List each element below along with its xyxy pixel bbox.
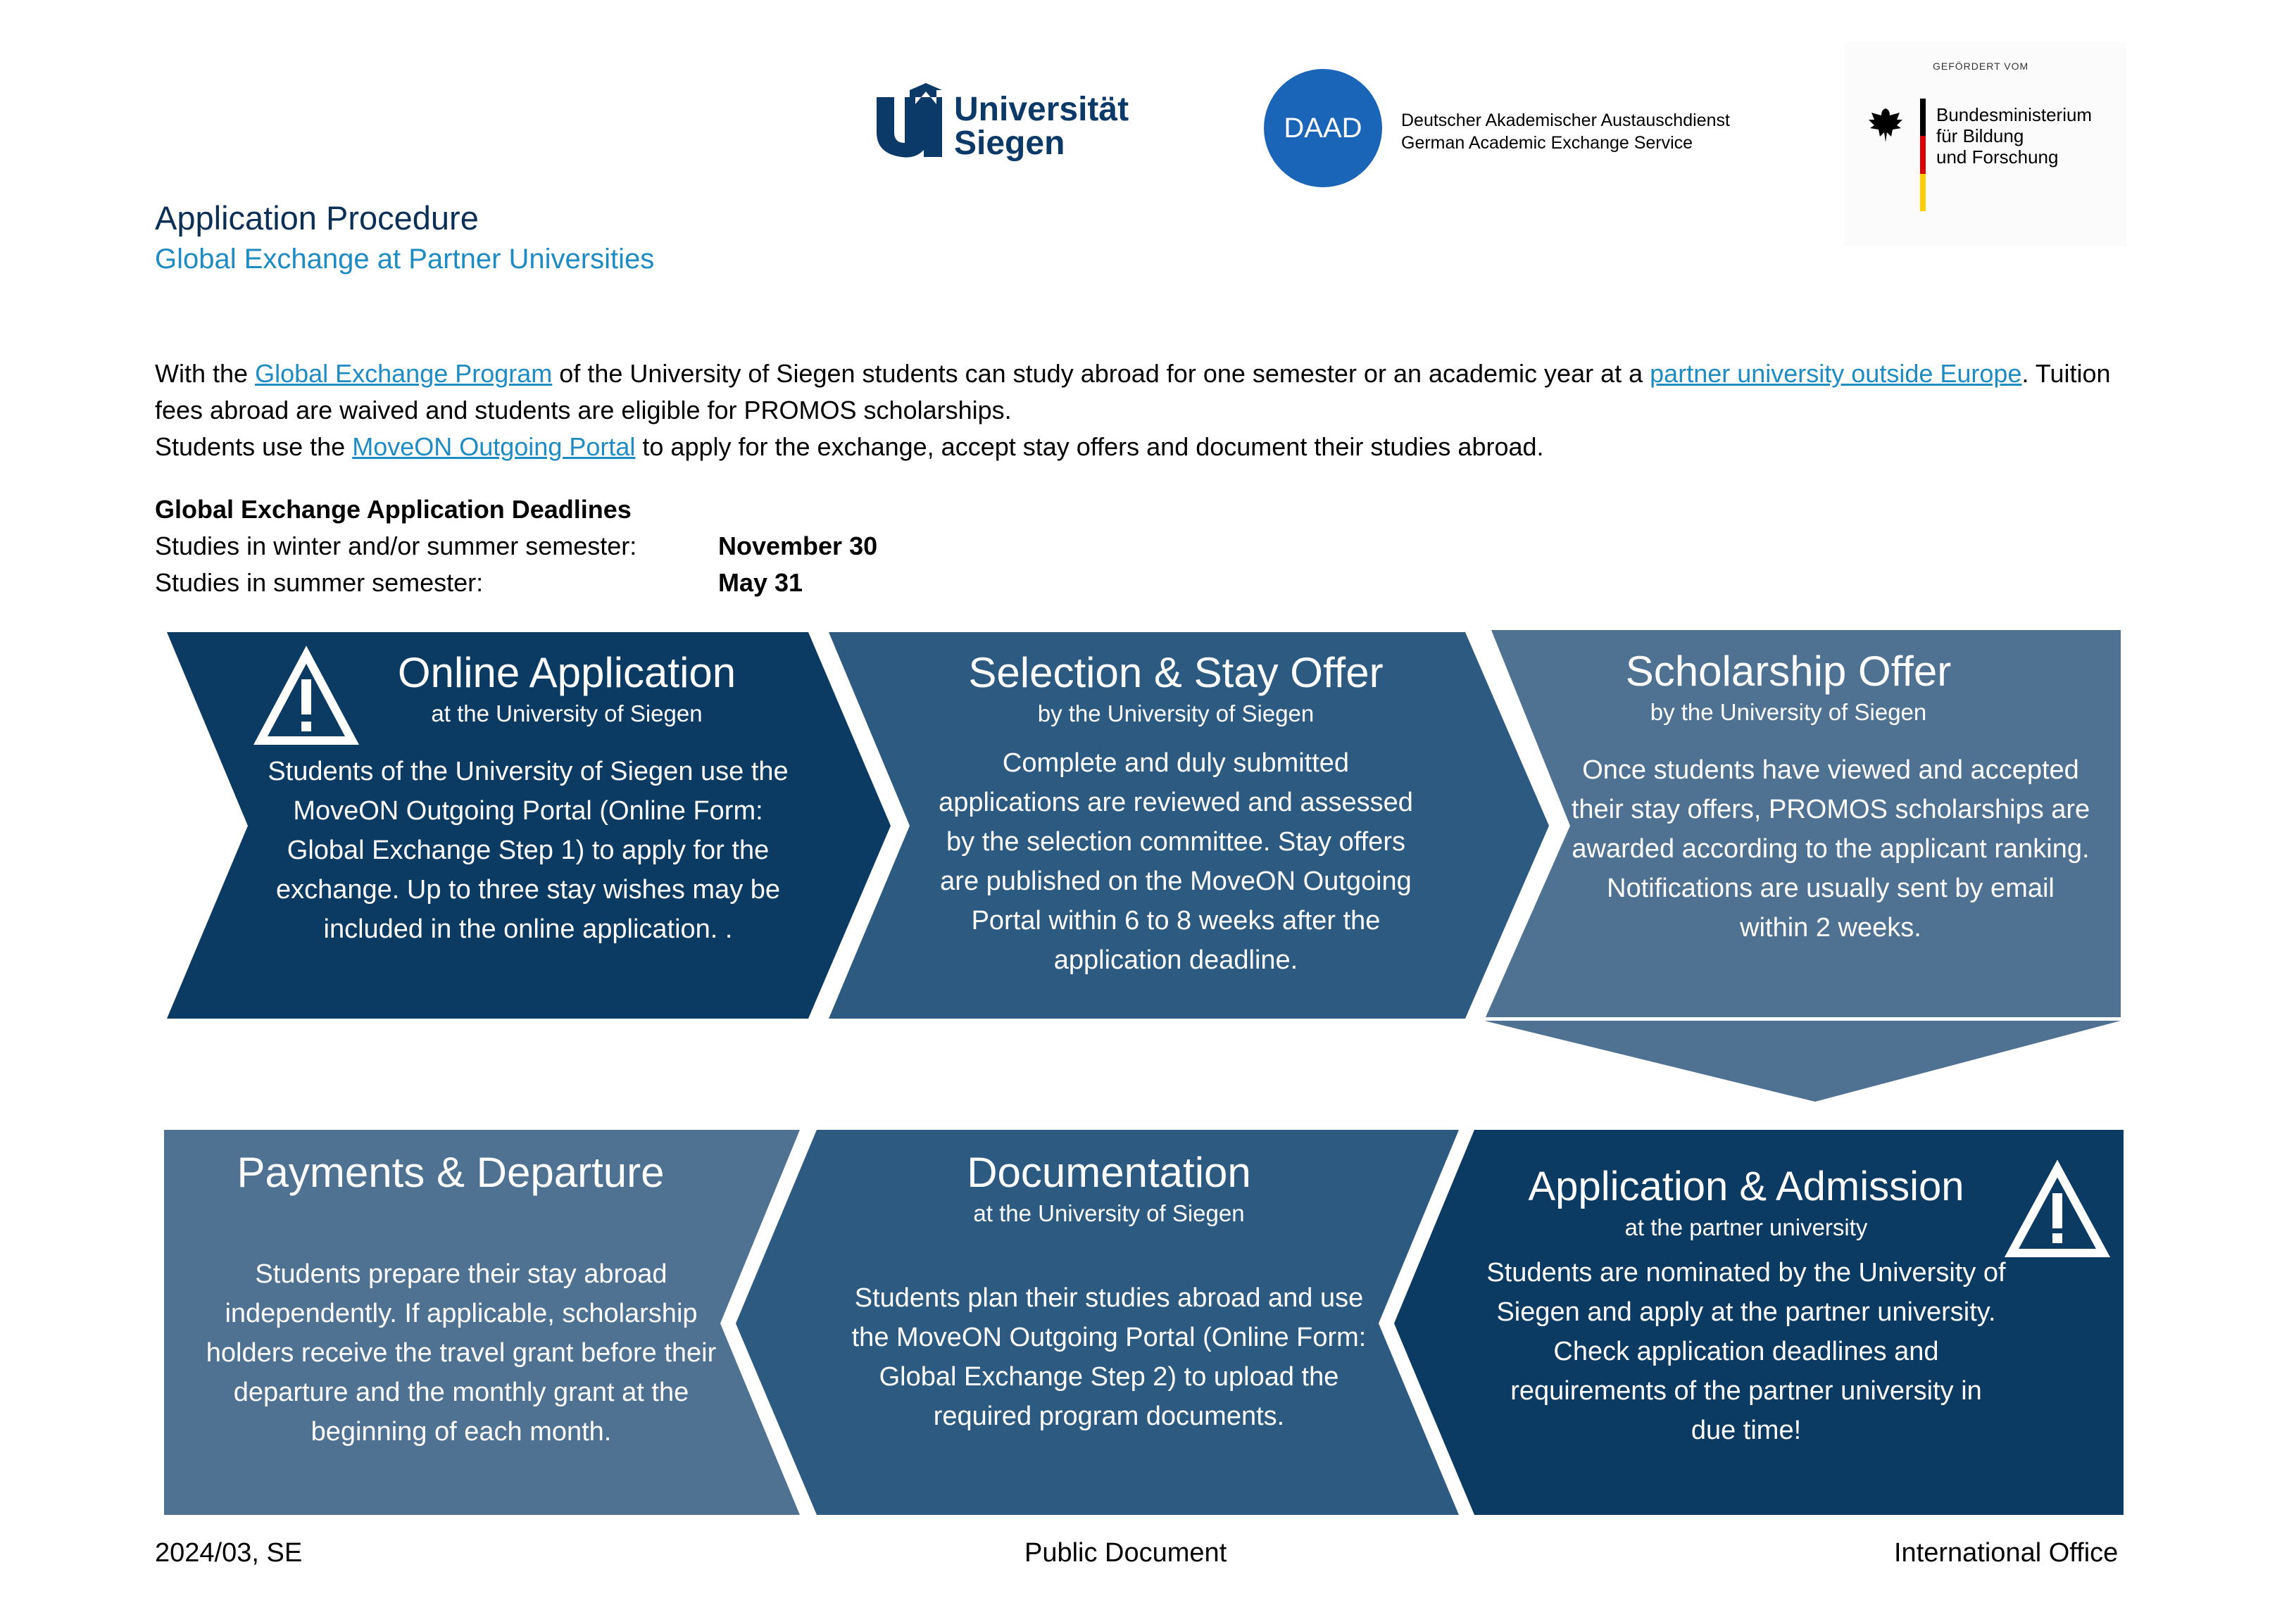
- deadlines-heading: Global Exchange Application Deadlines: [155, 495, 632, 524]
- step-title: Selection & Stay Offer: [968, 649, 1384, 696]
- step-6: Payments & Departure Students prepare their stay abroad independently. If applicable, scholarship holders receive the travel grant before their departure and the monthly grant at the beginning of each month.: [180, 1147, 743, 1452]
- daad-name-de: Deutscher Akademischer Austauschdienst: [1401, 111, 1730, 130]
- daad-name-en: German Academic Exchange Service: [1401, 133, 1693, 153]
- footer-date: 2024/03, SE: [155, 1538, 303, 1568]
- footer-office: International Office: [1894, 1538, 2119, 1568]
- footer-classification: Public Document: [1024, 1538, 1227, 1568]
- step-title: Online Application: [397, 649, 736, 696]
- step-subtitle: at the University of Siegen: [973, 1200, 1245, 1226]
- step-subtitle: at the University of Siegen: [431, 700, 703, 726]
- step-title: Documentation: [967, 1149, 1251, 1196]
- deadline-row: Studies in winter and/or summer semester: November 30: [155, 531, 878, 560]
- deadline-row: Studies in summer semester: May 31: [155, 568, 803, 597]
- step-title: Application & Admission: [1528, 1164, 1964, 1209]
- partner-university-link[interactable]: partner university outside Europe: [1650, 359, 2022, 388]
- bmbf-funded-by: GEFÖRDERT VOM: [1933, 61, 2029, 72]
- step-3: Scholarship Offer by the University of Siegen Once students have viewed and accepted their stay offers, PROMOS scholarships are awarded according to the applicant ranking. Notifications are usually sent by email within 2 weeks.: [1570, 646, 2091, 948]
- page-title: Application Procedure: [155, 199, 479, 237]
- step-title: Scholarship Offer: [1625, 648, 1952, 695]
- step-1-body: Students of the University of Siegen use the MoveON Outgoing Portal (Online Form: Global Exchange Step 1) to apply for the exchange. Up to three stay wishes may be included in the online application. .: [268, 757, 789, 944]
- university-name: Universität Siegen: [954, 91, 1129, 162]
- moveon-portal-link[interactable]: MoveON Outgoing Portal: [352, 432, 636, 461]
- step-1-header: [366, 648, 767, 729]
- intro-paragraph-1: With the Global Exchange Program of the University of Siegen students can study abroad for one semester or an academic year at a partner university outside Europe. Tuition fees abroad are waived and students are eligible for PROMOS scholarships.: [155, 359, 2111, 424]
- bmbf-name: Bundesministerium für Bildung und Forschung: [1936, 104, 2093, 168]
- intro-paragraph-2: Students use the MoveON Outgoing Portal to apply for the exchange, accept stay offers and document their studies abroad.: [155, 432, 1544, 461]
- daad-logo: DAAD: [1264, 69, 1382, 187]
- step-subtitle: at the partner university: [1624, 1214, 1868, 1240]
- step-3-down-arrow: [1484, 1021, 2121, 1102]
- step-subtitle: by the University of Siegen: [1650, 699, 1927, 725]
- step-4: Application & Admission at the partner university Students are nominated by the University of Siegen and apply at the partner university. Check application deadlines and requirements of the partner university in due time!: [1486, 1162, 2007, 1450]
- step-5: Documentation at the University of Siegen Students plan their studies abroad and use the MoveON Outgoing Portal (Online Form: Global Exchange Step 2) to upload the required program documents.: [841, 1147, 1376, 1436]
- step-subtitle: by the University of Siegen: [1037, 700, 1315, 726]
- global-exchange-program-link[interactable]: Global Exchange Program: [255, 359, 553, 388]
- step-title: Payments & Departure: [237, 1149, 665, 1196]
- step-2: Selection & Stay Offer by the University of Siegen Complete and duly submitted applications are reviewed and assessed by the selection committee. Stay offers are published on the MoveON Outgoing Portal within 6 to 8 weeks after the application deadline.: [908, 648, 1443, 980]
- page-subtitle: Global Exchange at Partner Universities: [155, 244, 655, 275]
